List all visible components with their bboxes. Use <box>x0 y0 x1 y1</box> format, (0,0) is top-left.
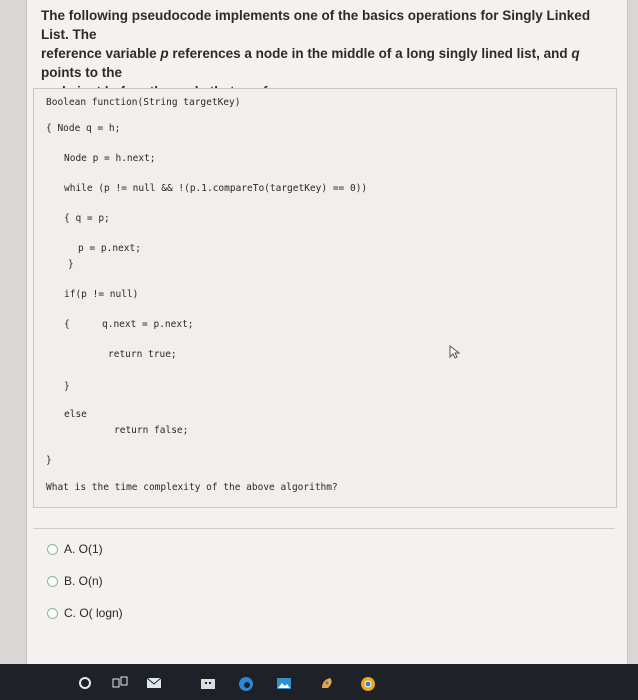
code-line-14: } <box>46 455 52 466</box>
code-line-10: return true; <box>108 349 177 360</box>
question-line-2 <box>41 44 607 82</box>
paint-icon[interactable] <box>320 676 336 690</box>
divider <box>33 528 615 529</box>
code-line-13: return false; <box>114 425 189 436</box>
mouse-cursor-icon <box>449 345 461 364</box>
code-line-4: while (p != null && !(p.1.compareTo(targetKey) == 0)) <box>64 183 368 194</box>
question-text <box>41 6 607 101</box>
quiz-page <box>26 0 628 664</box>
option-c-label: C. O( logn) <box>64 606 123 620</box>
code-line-11: } <box>64 381 70 392</box>
question-prompt: What is the time complexity of the above algorithm? <box>46 482 338 493</box>
code-line-6: p = p.next; <box>78 243 141 254</box>
task-view-icon[interactable] <box>112 676 128 690</box>
code-line-3: Node p = h.next; <box>64 153 156 164</box>
code-line-1: Boolean function(String targetKey) <box>46 97 241 108</box>
radio-a[interactable] <box>47 544 58 555</box>
option-b-label: B. O(n) <box>64 574 103 588</box>
chrome-icon[interactable] <box>360 676 376 692</box>
code-line-5: { q = p; <box>64 213 110 224</box>
question-line-2-part-c: points to the <box>41 65 122 80</box>
code-line-2: { Node q = h; <box>46 123 121 134</box>
variable-q: q <box>571 46 580 61</box>
option-b[interactable] <box>47 574 103 588</box>
photos-icon[interactable] <box>276 676 292 690</box>
taskbar <box>0 664 638 700</box>
code-line-9-brace: { <box>64 319 70 330</box>
mail-icon[interactable] <box>146 676 162 690</box>
store-icon[interactable] <box>200 676 216 690</box>
radio-b[interactable] <box>47 576 58 587</box>
question-line-2-part-b: references a node in the middle of a long singly lined list, and <box>168 46 572 61</box>
option-a[interactable] <box>47 542 103 556</box>
variable-p: p <box>160 46 169 61</box>
question-line-1: The following pseudocode implements one of the basics operations for Singly Linked List. The <box>41 8 591 42</box>
code-line-7: } <box>68 259 74 270</box>
edge-icon[interactable] <box>238 676 254 692</box>
search-icon[interactable] <box>78 676 92 690</box>
code-line-9: q.next = p.next; <box>102 319 194 330</box>
option-a-label: A. O(1) <box>64 542 103 556</box>
question-line-2-part-a: reference variable <box>41 46 161 61</box>
pseudocode-box <box>33 88 617 508</box>
code-line-12: else <box>64 409 87 420</box>
code-line-8: if(p != null) <box>64 289 139 300</box>
option-c[interactable] <box>47 606 123 620</box>
radio-c[interactable] <box>47 608 58 619</box>
